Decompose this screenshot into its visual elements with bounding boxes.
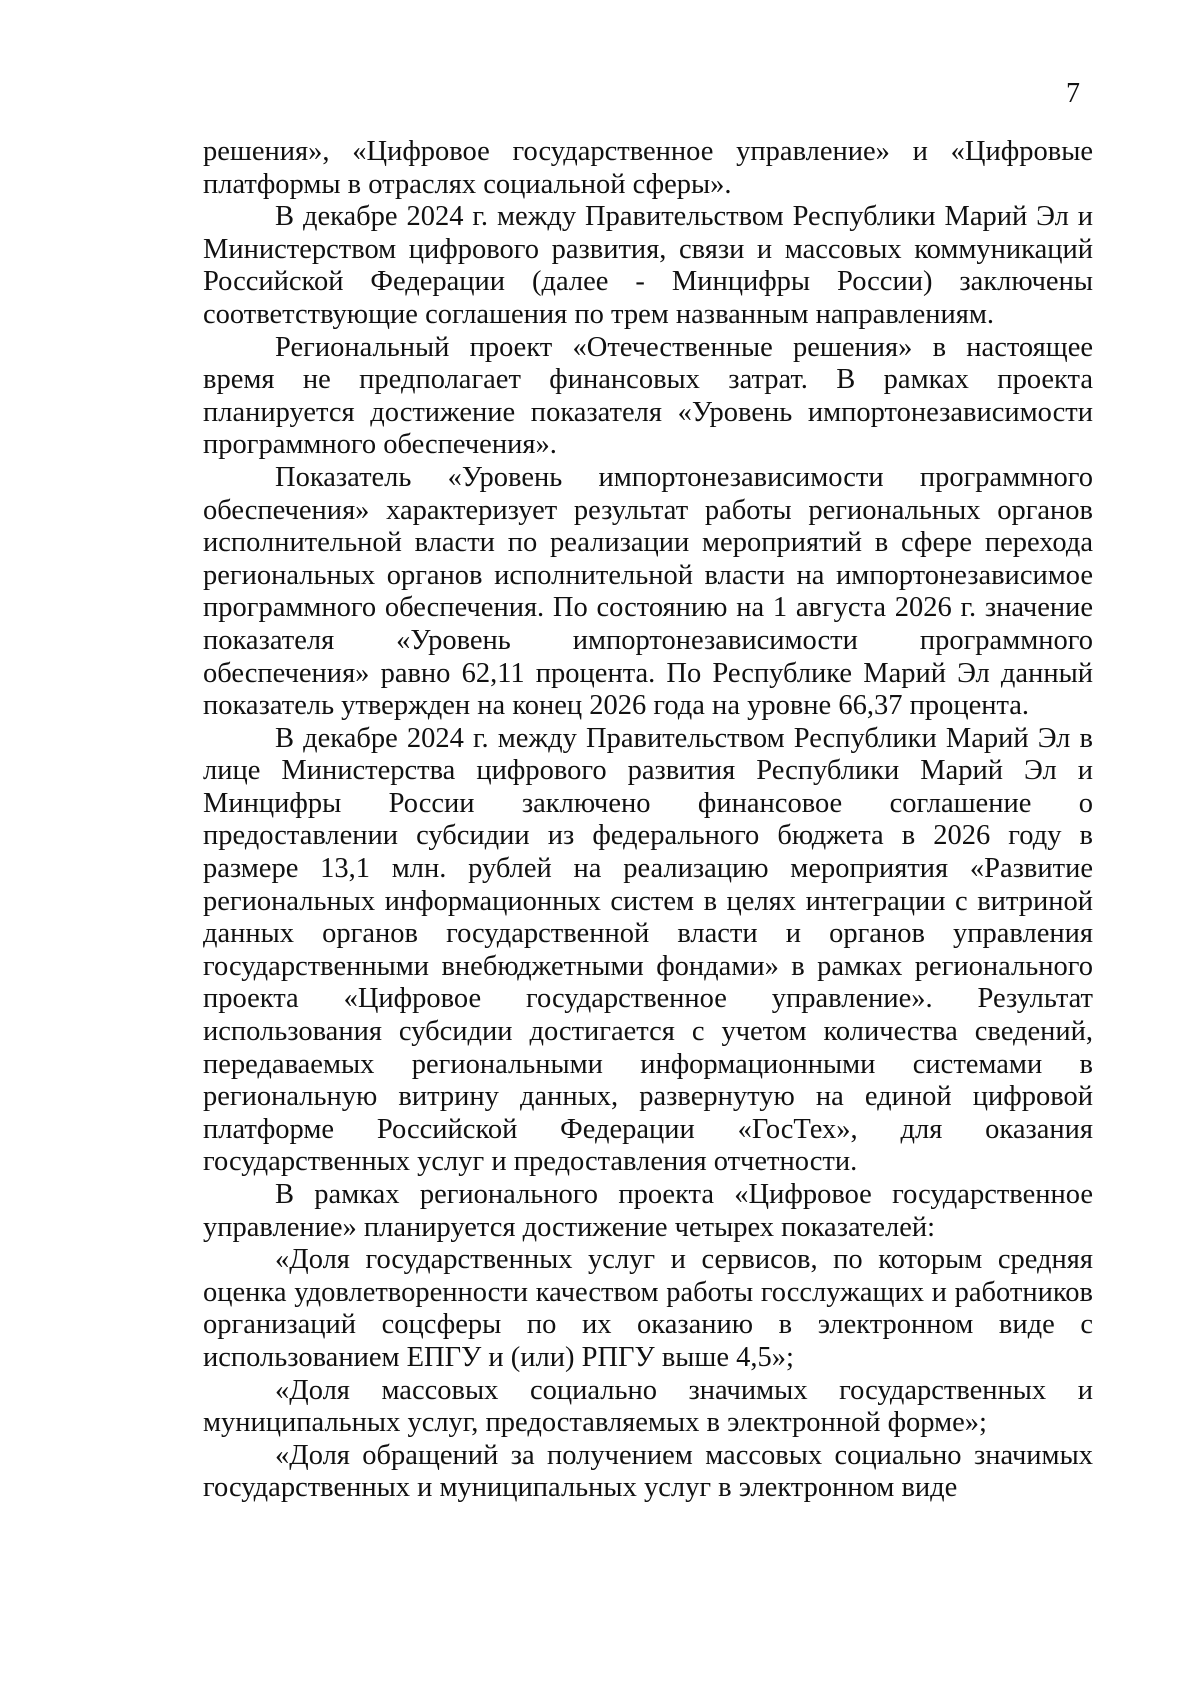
page-number: 7 (1066, 78, 1080, 109)
paragraph-4: Показатель «Уровень импортонезависимости программного обеспечения» характеризует результат работы региональных органов исполнительной власти по реализации мероприятий в сфере перехода региональных органов исполнительной власти на импортонезависимое программного обеспечения. По состоянию на 1 августа 2026 г. значение показателя «Уровень импортонезависимости программного обеспечения» равно 62,11 процента. По Республике Марий Эл данный показатель утвержден на конец 2026 года на уровне 66,37 процента. (203, 461, 1093, 722)
paragraph-7: «Доля государственных услуг и сервисов, по которым средняя оценка удовлетворенности качеством работы госслужащих и работников организаций соцсферы по их оказанию в электронном виде с использованием ЕПГУ и (или) РПГУ выше 4,5»; (203, 1244, 1093, 1373)
paragraph-8: «Доля массовых социально значимых государственных и муниципальных услуг, предоставляемых в электронной форме»; (203, 1374, 1093, 1439)
paragraph-1: решения», «Цифровое государственное управление» и «Цифровые платформы в отраслях социальной сферы». (203, 136, 1093, 200)
paragraph-6: В рамках регионального проекта «Цифровое государственное управление» планируется достижение четырех показателей: (203, 1179, 1093, 1243)
paragraph-9: «Доля обращений за получением массовых социально значимых государственных и муниципальных услуг в электронном виде (203, 1439, 1093, 1504)
paragraph-5: В декабре 2024 г. между Правительством Республики Марий Эл в лице Министерства цифрового развития Республики Марий Эл и Минцифры России заключено финансовое соглашение о предоставлении субсидии из федерального бюджета в 2026 году в размере 13,1 млн. рублей на реализацию мероприятия «Развитие региональных информационных систем в целях интеграции с витриной данных органов государственной власти и органов управления государственными внебюджетными фондами» в рамках регионального проекта «Цифровое государственное управление». Результат использования субсидии достигается с учетом количества сведений, передаваемых региональными информационными системами в региональную витрину данных, развернутую на единой цифровой платформе Российской Федерации «ГосТех», для оказания государственных услуг и предоставления отчетности. (203, 722, 1093, 1178)
paragraph-2: В декабре 2024 г. между Правительством Республики Марий Эл и Министерством цифрового развития, связи и массовых коммуникаций Российской Федерации (далее - Минцифры России) заключены соответствующие соглашения по трем названным направлениям. (203, 201, 1093, 330)
paragraph-3: Региональный проект «Отечественные решения» в настоящее время не предполагает финансовых затрат. В рамках проекта планируется достижение показателя «Уровень импортонезависимости программного обеспечения». (203, 331, 1093, 461)
document-body (203, 136, 1093, 1505)
